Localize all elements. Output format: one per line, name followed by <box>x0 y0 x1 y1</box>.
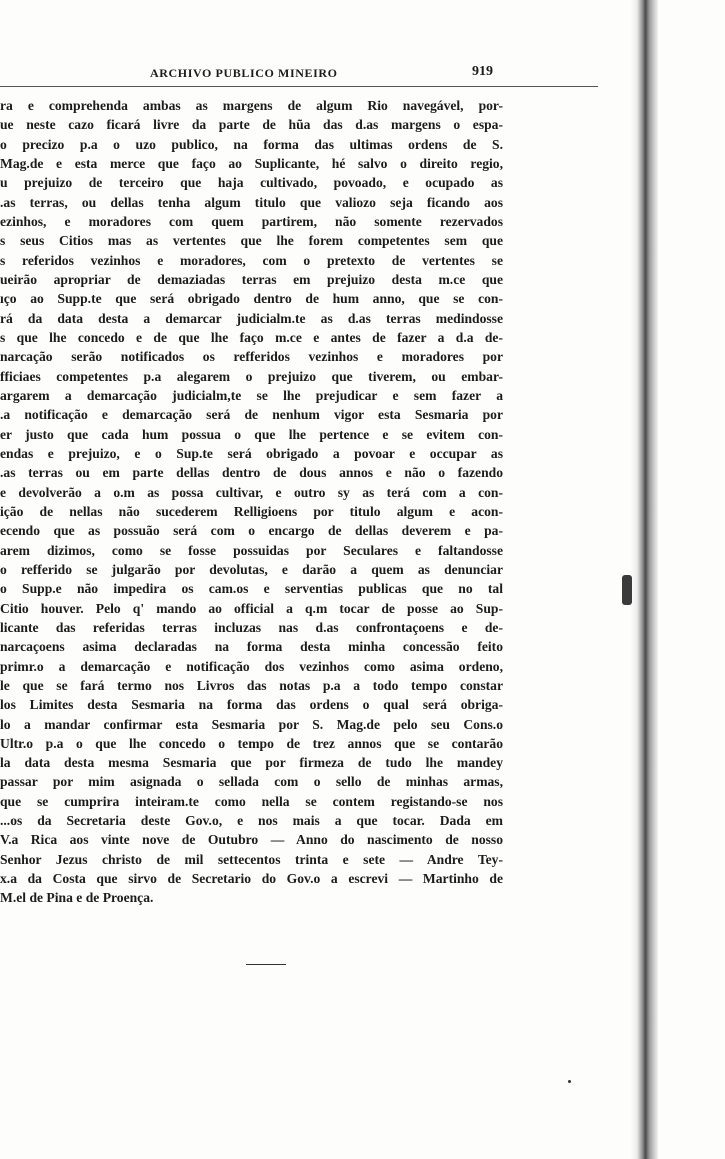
text-line: o precizo p.a o uzo publico, na forma das ultimas ordens de S. <box>0 136 503 152</box>
ink-speck <box>568 1080 571 1083</box>
text-line: e devolverão a o.m as possa cultivar, e outro sy as terá com a con- <box>0 484 503 500</box>
text-line: er justo que cada hum possua o que lhe pertence e se evitem con- <box>0 426 503 442</box>
text-line: la data desta mesma Sesmaria que por firmeza de tudo lhe mandey <box>0 755 503 771</box>
text-line: que se cumprira inteiram.te como nella se contem registando-se nos <box>0 793 503 809</box>
text-line: ...os da Secretaria deste Gov.o, e nos mais a que tocar. Dada em <box>0 813 503 829</box>
text-line: .as terras, ou dellas tenha algum titulo que valiozo seja ficando aos <box>0 194 503 210</box>
text-line: s seus Citios mas as vertentes que lhe forem competentes sem que <box>0 233 503 249</box>
text-line: .as terras ou em parte dellas dentro de dous annos e não o fazendo <box>0 465 503 481</box>
text-line: ezinhos, e moradores com quem partirem, não somente rezervados <box>0 213 503 229</box>
text-line: ra e comprehenda ambas as margens de algum Rio navegável, por- <box>0 98 503 113</box>
binding-mark <box>622 575 632 605</box>
text-line: primr.o a demarcação e notificação dos vezinhos como asima ordeno, <box>0 658 503 674</box>
text-line: argarem a demarcação judicialm,te se lhe prejudicar e sem fazer a <box>0 387 503 403</box>
body-text <box>0 96 503 908</box>
text-line: Citio houver. Pelo q' mando ao official a q.m tocar de posse ao Sup- <box>0 600 503 616</box>
text-line: licante das referidas terras incluzas nas d.as confrontaçoens e de- <box>0 619 503 635</box>
text-line: o refferido se julgarão por devolutas, e darão a quem as denunciar <box>0 561 503 577</box>
text-line: arem dizimos, como se fosse possuidas por Seculares e faltandosse <box>0 542 503 558</box>
text-line: rá da data desta a demarcar judicialm.te as d.as terras medindosse <box>0 310 503 326</box>
text-line: narcação serão notificados os refferidos vezinhos e moradores por <box>0 349 503 365</box>
text-line: endas e prejuizo, e o Sup.te será obrigado a povoar e occupar as <box>0 445 503 461</box>
text-line: u prejuizo de terceiro que haja cultivado, povoado, e ocupado as <box>0 175 503 191</box>
page-number: 919 <box>472 64 493 79</box>
text-line: le que se fará termo nos Livros das notas p.a a todo tempo constar <box>0 677 503 693</box>
text-line: .a notificação e demarcação será de nenhum vigor esta Sesmaria por <box>0 407 503 423</box>
text-line: s referidos vezinhos e moradores, com o pretexto de vertentes se <box>0 252 503 268</box>
end-rule <box>246 964 286 965</box>
text-line: lo a mandar confirmar esta Sesmaria por S. Mag.de pelo seu Cons.o <box>0 716 503 732</box>
text-line: o Supp.e não impedira os cam.os e serventias publicas que no tal <box>0 581 503 597</box>
text-line: x.a da Costa que sirvo de Secretario do Gov.o a escrevi — Martinho de <box>0 871 503 887</box>
text-line: Senhor Jezus christo de mil settecentos trinta e sete — Andre Tey- <box>0 851 503 867</box>
text-line: fficiaes competentes p.a alegarem o prejuizo que tiverem, ou embar- <box>0 368 503 384</box>
page-header <box>0 64 600 86</box>
binding-edge <box>630 0 658 1159</box>
text-line: ueirão apropriar de demaziadas terras em prejuizo desta m.ce que <box>0 271 503 287</box>
text-line: ue neste cazo ficará livre da parte de hũa das d.as margens o espa- <box>0 117 503 133</box>
text-line: Mag.de e esta merce que faço ao Suplicante, hé salvo o direito regio, <box>0 155 503 171</box>
text-line: los Limites desta Sesmaria na forma das ordens o qual será obriga- <box>0 697 503 713</box>
text-line: narcaçoens asima declaradas na forma desta minha concessão feito <box>0 639 503 655</box>
running-title: ARCHIVO PUBLICO MINEIRO <box>150 66 338 80</box>
text-line: V.a Rica aos vinte nove de Outubro — Anno do nascimento de nosso <box>0 832 503 848</box>
text-line: M.el de Pina e de Proença. <box>0 890 154 906</box>
text-line: s que lhe concedo e de que lhe faço m.ce e antes de fazer a d.a de- <box>0 329 503 345</box>
text-line: ecendo que as possuão será com o encargo de dellas deverem e pa- <box>0 523 503 539</box>
text-line: Ultr.o p.a o que lhe concedo o tempo de trez annos que se contarão <box>0 735 503 751</box>
text-line: passar por mim asignada o sellada com o sello de minhas armas, <box>0 774 503 790</box>
text-line: ição de nellas não sucederem Relligioens por titulo algum e acon- <box>0 503 503 519</box>
text-line: ıço ao Supp.te que será obrigado dentro de hum anno, que se con- <box>0 291 503 307</box>
header-rule <box>0 86 598 87</box>
